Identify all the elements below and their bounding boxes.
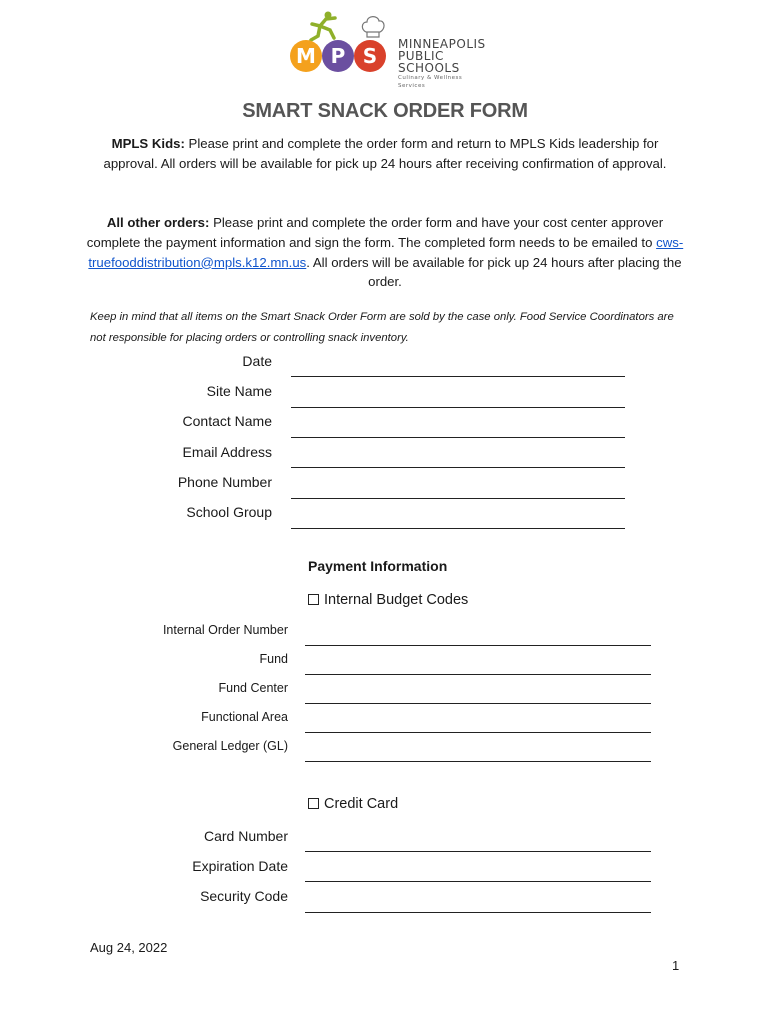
security-code-label: Security Code xyxy=(200,888,288,904)
date-field[interactable] xyxy=(291,376,625,377)
phone-number-field[interactable] xyxy=(291,498,625,499)
site-name-field[interactable] xyxy=(291,407,625,408)
fund-label: Fund xyxy=(259,652,288,666)
jumping-figure-icon xyxy=(308,10,338,42)
school-group-field[interactable] xyxy=(291,528,625,529)
logo-letter-s: S xyxy=(354,40,386,72)
fund-center-label: Fund Center xyxy=(218,681,288,695)
intro-other-text-after: . All orders will be available for pick up 24 hours after placing the order. xyxy=(306,254,682,290)
logo-wordmark xyxy=(398,38,486,90)
logo-letter-p: P xyxy=(322,40,354,72)
functional-area-label: Functional Area xyxy=(201,710,288,724)
chef-hat-icon xyxy=(360,12,386,38)
intro-other-paragraph xyxy=(84,213,686,292)
date-label: Date xyxy=(242,353,272,369)
budget-codes-checkbox[interactable] xyxy=(308,594,319,605)
site-name-label: Site Name xyxy=(206,383,272,399)
logo-line-2: PUBLIC SCHOOLS xyxy=(398,49,460,75)
logo-letter-m: M xyxy=(290,40,322,72)
logo-line-3: Culinary & Wellness Services xyxy=(398,75,463,89)
internal-order-number-field[interactable] xyxy=(305,645,651,646)
security-code-field[interactable] xyxy=(305,912,651,913)
intro-kids-paragraph xyxy=(84,134,686,174)
card-number-label: Card Number xyxy=(203,828,288,844)
expiration-date-field[interactable] xyxy=(305,881,651,882)
credit-card-option[interactable] xyxy=(308,796,398,812)
expiration-date-label: Expiration Date xyxy=(192,858,288,874)
general-ledger-field[interactable] xyxy=(305,761,651,762)
contact-name-label: Contact Name xyxy=(182,413,272,429)
budget-codes-label: Internal Budget Codes xyxy=(324,592,469,608)
email-link[interactable]: cws-truefooddistribution@mpls.k12.mn.us xyxy=(88,234,684,270)
general-ledger-label: General Ledger (GL) xyxy=(172,739,288,753)
school-group-label: School Group xyxy=(186,504,272,520)
intro-kids-text: Please print and complete the order form and return to MPLS Kids leadership for approval. All orders will be available for pick up 24 hours after receiving confirmation of approval. xyxy=(103,136,667,171)
budget-codes-option[interactable] xyxy=(308,592,468,608)
page-number: 1 xyxy=(672,958,680,973)
form-title: SMART SNACK ORDER FORM xyxy=(242,100,528,122)
functional-area-field[interactable] xyxy=(305,732,651,733)
fund-center-field[interactable] xyxy=(305,703,651,704)
credit-card-checkbox[interactable] xyxy=(308,798,319,809)
fund-field[interactable] xyxy=(305,674,651,675)
intro-other-text-before: Please print and complete the order form and have your cost center approver complete the payment information and sign the form. The completed form needs to be emailed to xyxy=(86,215,664,250)
mpls-logo xyxy=(286,8,486,89)
logo-line-1: MINNEAPOLIS xyxy=(398,37,486,51)
note-text: Keep in mind that all items on the Smart Snack Order Form are sold by the case only. Food Service Coordinators are not responsible for placing orders or controlling snack inventory. xyxy=(90,311,674,344)
card-number-field[interactable] xyxy=(305,851,651,852)
footer-date: Aug 24, 2022 xyxy=(90,940,168,955)
contact-name-field[interactable] xyxy=(291,437,625,438)
internal-order-number-label: Internal Order Number xyxy=(162,623,288,637)
payment-heading: Payment Information xyxy=(308,558,448,574)
credit-card-label: Credit Card xyxy=(324,796,399,812)
intro-other-label: All other orders: xyxy=(106,215,210,230)
email-address-field[interactable] xyxy=(291,467,625,468)
phone-number-label: Phone Number xyxy=(177,474,272,490)
email-address-label: Email Address xyxy=(182,444,272,460)
intro-kids-label: MPLS Kids: xyxy=(111,136,185,151)
